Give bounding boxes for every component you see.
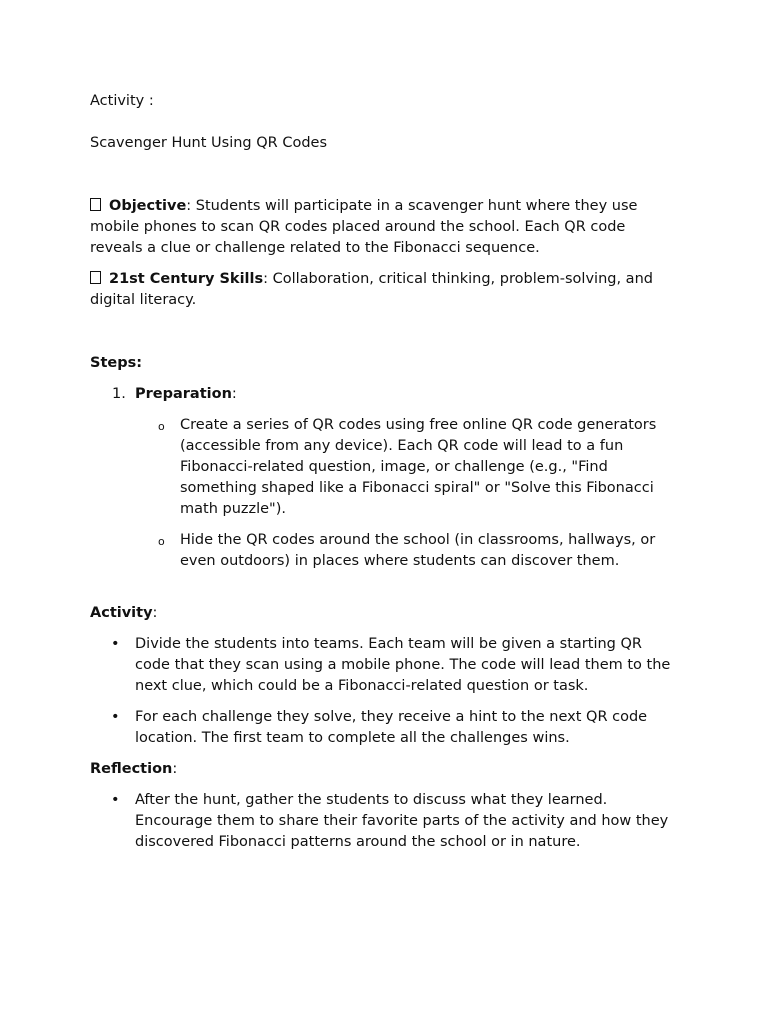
list-item-text: After the hunt, gather the students to discuss what they learned. Encourage them to share their favorite parts of the activity and how they discovered Fibonacci patterns around the school or in nature.: [135, 792, 669, 850]
document-title: Scavenger Hunt Using QR Codes: [90, 135, 327, 151]
bullet-marker: •: [111, 636, 120, 652]
steps-heading: Steps:: [90, 355, 143, 371]
objective-text: : Students will participate in a scavenger hunt where they use mobile phones to scan QR codes placed around the school. Each QR code reveals a clue or challenge related to the Fibonacci sequence.: [90, 198, 638, 256]
steps-list: [90, 384, 680, 572]
step-number: 1.: [112, 386, 126, 402]
sub-bullet-marker: o: [158, 535, 165, 548]
objective-label: Objective: [109, 198, 187, 214]
checkbox-icon: [90, 269, 109, 290]
list-item-text: Divide the students into teams. Each team will be given a starting QR code that they scan using a mobile phone. The code will lead them to the next clue, which could be a Fibonacci-related question or task.: [135, 636, 671, 694]
step-title: Preparation:: [135, 386, 237, 402]
sub-item-text: Hide the QR codes around the school (in classrooms, hallways, or even outdoors) in places where students can discover them.: [180, 532, 656, 569]
list-item: [90, 790, 680, 853]
list-item: [90, 634, 680, 697]
document-page: [90, 91, 680, 863]
skills-label: 21st Century Skills: [109, 271, 264, 287]
sub-item-text: Create a series of QR codes using free online QR code generators (accessible from any device). Each QR code will lead to a fun Fibonacci-related question, image, or challenge (e.g., "Find something shaped like a Fibonacci spiral" or "Solve this Fibonacci math puzzle").: [180, 417, 657, 517]
objective-paragraph: [90, 196, 680, 259]
reflection-list: [90, 790, 680, 853]
step-item: [90, 384, 680, 572]
skills-paragraph: [90, 269, 680, 311]
bullet-marker: •: [111, 709, 120, 725]
list-item-text: For each challenge they solve, they receive a hint to the next QR code location. The first team to complete all the challenges wins.: [135, 709, 648, 746]
reflection-heading: Reflection:: [90, 761, 178, 777]
sub-list-item: [90, 530, 680, 572]
checkbox-icon: [90, 196, 109, 217]
preparation-sublist: [135, 415, 680, 572]
activity-list: [90, 634, 680, 749]
skills-text: : Collaboration, critical thinking, problem-solving, and digital literacy.: [90, 271, 653, 308]
sub-bullet-marker: o: [158, 420, 165, 433]
activity-label: Activity :: [90, 93, 154, 109]
list-item: [90, 707, 680, 749]
activity-heading: Activity:: [90, 605, 158, 621]
sub-list-item: [90, 415, 680, 520]
bullet-marker: •: [111, 792, 120, 808]
